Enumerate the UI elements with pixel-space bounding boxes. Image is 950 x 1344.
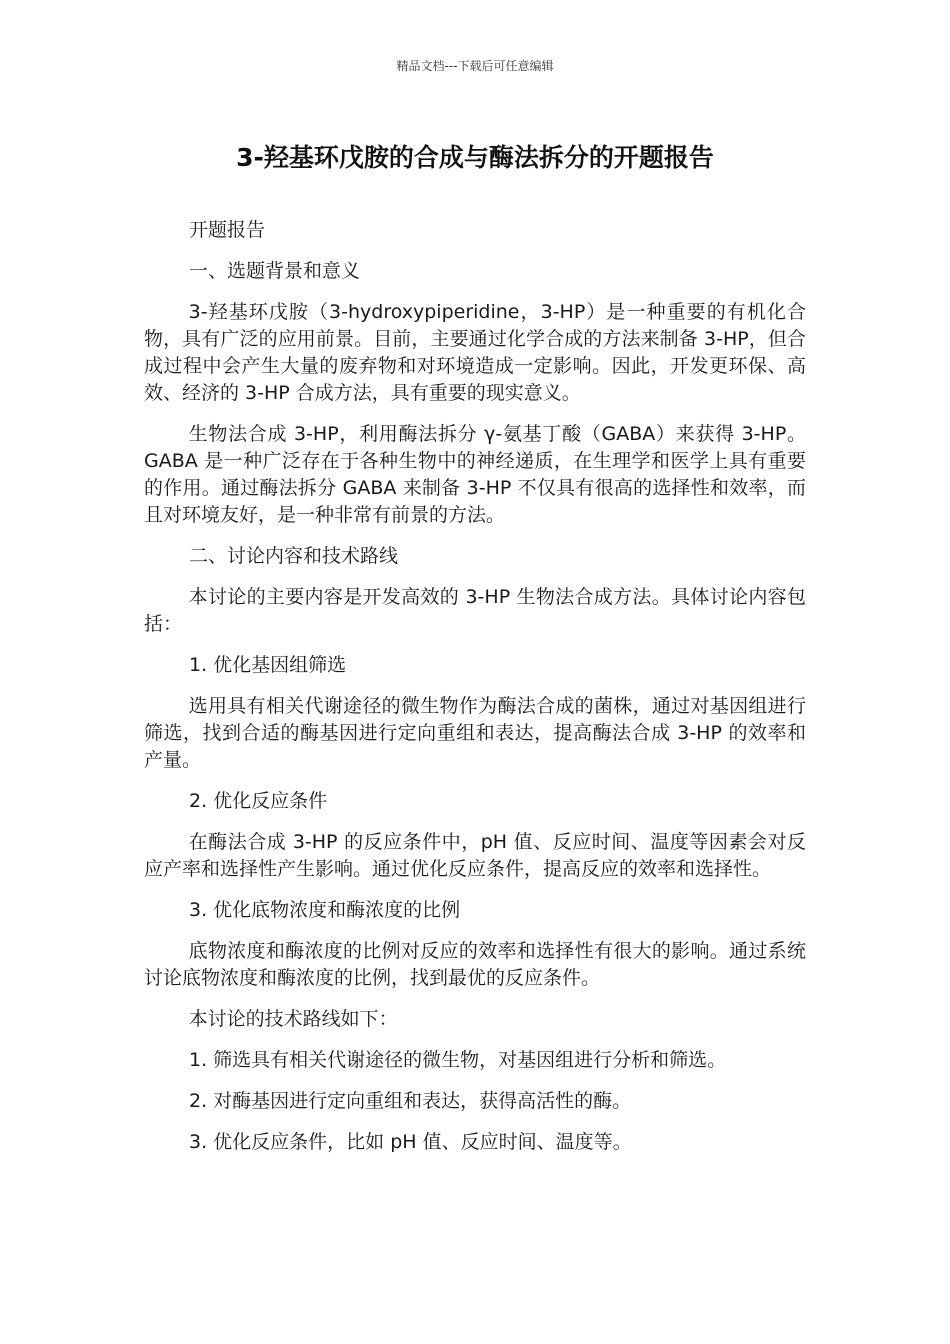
paragraph: 底物浓度和酶浓度的比例对反应的效率和选择性有很大的影响。通过系统讨论底物浓度和酶浓度的比例，找到最优的反应条件。 [144,940,806,989]
list-item: 3. 优化底物浓度和酶浓度的比例 [189,899,461,921]
paragraph: 选用具有相关代谢途径的微生物作为酶法合成的菌株，通过对基因组进行筛选，找到合适的酶基因进行定向重组和表达，提高酶法合成 3-HP 的效率和产量。 [144,695,806,771]
document-body [144,217,806,1156]
document-title: 3-羟基环戊胺的合成与酶法拆分的开题报告 [236,143,714,172]
paragraph: 本讨论的主要内容是开发高效的 3-HP 生物法合成方法。具体讨论内容包括： [144,586,806,635]
paragraph: 生物法合成 3-HP，利用酶法拆分 γ-氨基丁酸（GABA）来获得 3-HP。GABA 是一种广泛存在于各种生物中的神经递质，在生理学和医学上具有重要的作用。通过酶法拆分 GABA 来制备 3-HP 不仅具有很高的选择性和效率，而且对环境友好，是一种非常有前景的方法。 [144,423,806,526]
list-item: 2. 对酶基因进行定向重组和表达，获得高活性的酶。 [189,1090,632,1112]
list-item: 2. 优化反应条件 [189,790,328,812]
list-item: 3. 优化反应条件，比如 pH 值、反应时间、温度等。 [189,1131,632,1153]
section-heading: 二、讨论内容和技术路线 [189,545,399,567]
paragraph: 3-羟基环戊胺（3-hydroxypiperidine，3-HP）是一种重要的有机化合物，具有广泛的应用前景。目前，主要通过化学合成的方法来制备 3-HP，但合成过程中会产生大量的废弃物和对环境造成一定影响。因此，开发更环保、高效、经济的 3-HP 合成方法，具有重要的现实意义。 [144,301,806,404]
section-label: 开题报告 [189,219,266,241]
paragraph: 本讨论的技术路线如下： [188,1008,398,1030]
list-item: 1. 筛选具有相关代谢途径的微生物，对基因组进行分析和筛选。 [189,1049,727,1071]
section-heading: 一、选题背景和意义 [189,260,361,282]
list-item: 1. 优化基因组筛选 [189,654,347,676]
paragraph: 在酶法合成 3-HP 的反应条件中，pH 值、反应时间、温度等因素会对反应产率和选择性产生影响。通过优化反应条件，提高反应的效率和选择性。 [144,831,806,880]
header-note: 精品文档---下载后可任意编辑 [396,59,554,73]
